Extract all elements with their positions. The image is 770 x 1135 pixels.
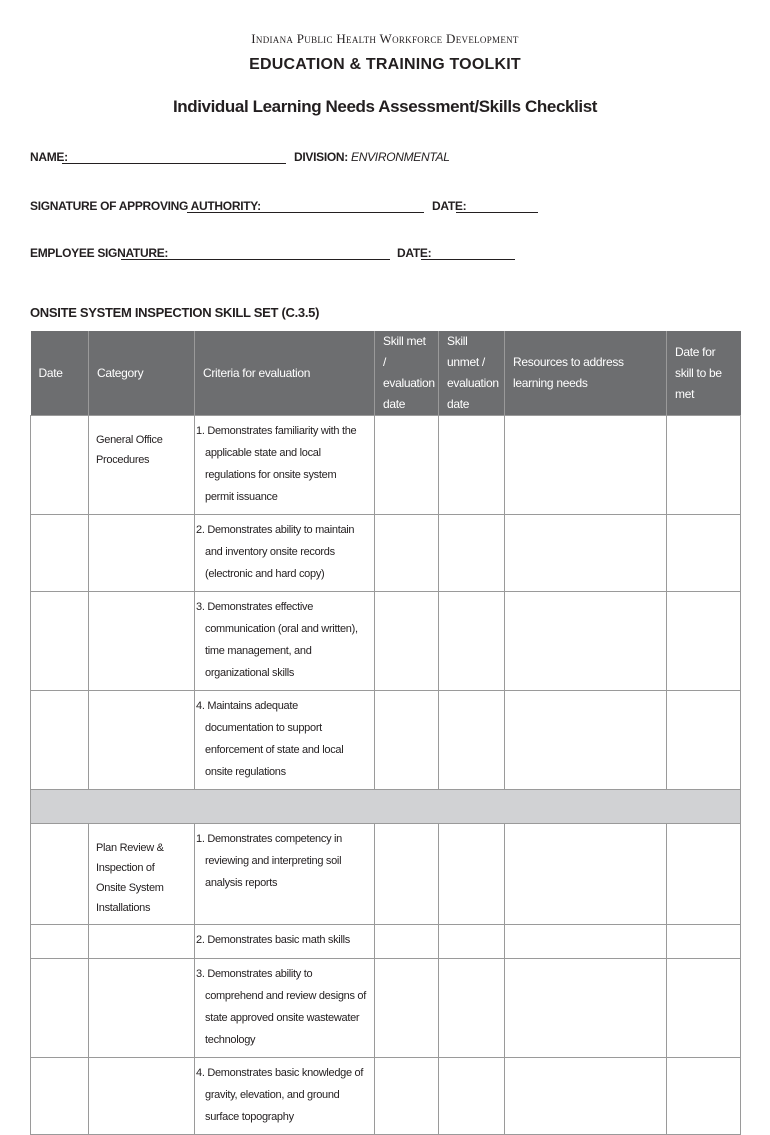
criteria-cell: 1. Demonstrates familiarity with the applicable state and local regulations for onsite system permit issuance (195, 416, 375, 515)
date-to-meet-cell[interactable] (667, 515, 741, 592)
header-skill-unmet: Skill unmet / evaluation date (439, 331, 505, 416)
organization-name: Indiana Public Health Workforce Development (251, 31, 519, 46)
table-row (31, 515, 741, 592)
criteria-cell: 4. Maintains adequate documentation to support enforcement of state and local onsite regulations (195, 691, 375, 790)
resources-cell[interactable] (505, 925, 667, 959)
skill-met-cell[interactable] (375, 416, 439, 515)
criteria-cell: 3. Demonstrates ability to comprehend and review designs of state approved onsite wastewater technology (195, 959, 375, 1058)
header-date: Date (31, 331, 89, 416)
skill-unmet-cell[interactable] (439, 416, 505, 515)
criteria-cell: 3. Demonstrates effective communication (oral and written), time management, and organizational skills (195, 592, 375, 691)
date-cell[interactable] (31, 691, 89, 790)
signature-authority-field[interactable] (187, 212, 424, 213)
date-cell[interactable] (31, 1058, 89, 1135)
skill-unmet-cell[interactable] (439, 925, 505, 959)
division-label: DIVISION: (294, 150, 348, 164)
header-resources: Resources to address learning needs (505, 331, 667, 416)
date-cell[interactable] (31, 824, 89, 925)
table-row (31, 592, 741, 691)
resources-cell[interactable] (505, 824, 667, 925)
employee-signature-label: EMPLOYEE SIGNATURE: (30, 246, 169, 260)
date-cell[interactable] (31, 515, 89, 592)
division-value: ENVIRONMENTAL (351, 150, 450, 164)
table-row (31, 925, 741, 959)
table-header-row (31, 331, 741, 416)
category-cell (89, 1058, 195, 1135)
date-cell[interactable] (31, 592, 89, 691)
table-row (31, 1058, 741, 1135)
skill-met-cell[interactable] (375, 959, 439, 1058)
skill-met-cell[interactable] (375, 1058, 439, 1135)
name-label: NAME: (30, 150, 68, 164)
skill-unmet-cell[interactable] (439, 592, 505, 691)
resources-cell[interactable] (505, 515, 667, 592)
date-to-meet-cell[interactable] (667, 959, 741, 1058)
skill-unmet-cell[interactable] (439, 959, 505, 1058)
date-cell[interactable] (31, 959, 89, 1058)
division-field (294, 150, 450, 164)
document-title: Individual Learning Needs Assessment/Skills Checklist (172, 97, 598, 116)
resources-cell[interactable] (505, 416, 667, 515)
date-to-meet-cell[interactable] (667, 1058, 741, 1135)
skill-met-cell[interactable] (375, 925, 439, 959)
skills-table (30, 331, 741, 1135)
skill-unmet-cell[interactable] (439, 1058, 505, 1135)
criteria-cell: 4. Demonstrates basic knowledge of gravity, elevation, and ground surface topography (195, 1058, 375, 1135)
category-cell: General Office Procedures (89, 416, 195, 515)
table-row (31, 416, 741, 515)
criteria-cell: 2. Demonstrates basic math skills (195, 925, 375, 959)
resources-cell[interactable] (505, 691, 667, 790)
category-cell (89, 925, 195, 959)
category-cell (89, 515, 195, 592)
date-to-meet-cell[interactable] (667, 691, 741, 790)
date-field-1[interactable] (456, 212, 538, 213)
category-cell: Plan Review & Inspection of Onsite System Installations (89, 824, 195, 925)
category-cell (89, 691, 195, 790)
group-divider-row (31, 790, 741, 824)
date-label-2: DATE: (397, 246, 432, 260)
date-cell[interactable] (31, 925, 89, 959)
date-cell[interactable] (31, 416, 89, 515)
skill-unmet-cell[interactable] (439, 515, 505, 592)
name-field[interactable] (62, 163, 286, 164)
skill-unmet-cell[interactable] (439, 824, 505, 925)
category-cell (89, 959, 195, 1058)
date-to-meet-cell[interactable] (667, 592, 741, 691)
signature-authority-label: SIGNATURE OF APPROVING AUTHORITY: (30, 199, 261, 213)
group-divider (31, 790, 741, 824)
criteria-cell: 2. Demonstrates ability to maintain and inventory onsite records (electronic and hard copy) (195, 515, 375, 592)
header-date-to-meet: Date for skill to be met (667, 331, 741, 416)
employee-signature-field[interactable] (121, 259, 390, 260)
table-row (31, 691, 741, 790)
header-criteria: Criteria for evaluation (195, 331, 375, 416)
resources-cell[interactable] (505, 1058, 667, 1135)
date-field-2[interactable] (421, 259, 515, 260)
header-skill-met: Skill met / evaluation date (375, 331, 439, 416)
resources-cell[interactable] (505, 592, 667, 691)
table-row (31, 959, 741, 1058)
resources-cell[interactable] (505, 959, 667, 1058)
category-cell (89, 592, 195, 691)
header-category: Category (89, 331, 195, 416)
skill-met-cell[interactable] (375, 515, 439, 592)
date-to-meet-cell[interactable] (667, 824, 741, 925)
skill-met-cell[interactable] (375, 691, 439, 790)
skill-met-cell[interactable] (375, 592, 439, 691)
date-to-meet-cell[interactable] (667, 925, 741, 959)
section-title: ONSITE SYSTEM INSPECTION SKILL SET (C.3.5) (30, 305, 320, 320)
table-row (31, 824, 741, 925)
skill-unmet-cell[interactable] (439, 691, 505, 790)
criteria-cell: 1. Demonstrates competency in reviewing and interpreting soil analysis reports (195, 824, 375, 925)
toolkit-title: EDUCATION & TRAINING TOOLKIT (249, 56, 521, 73)
date-to-meet-cell[interactable] (667, 416, 741, 515)
date-label-1: DATE: (432, 199, 467, 213)
skill-met-cell[interactable] (375, 824, 439, 925)
